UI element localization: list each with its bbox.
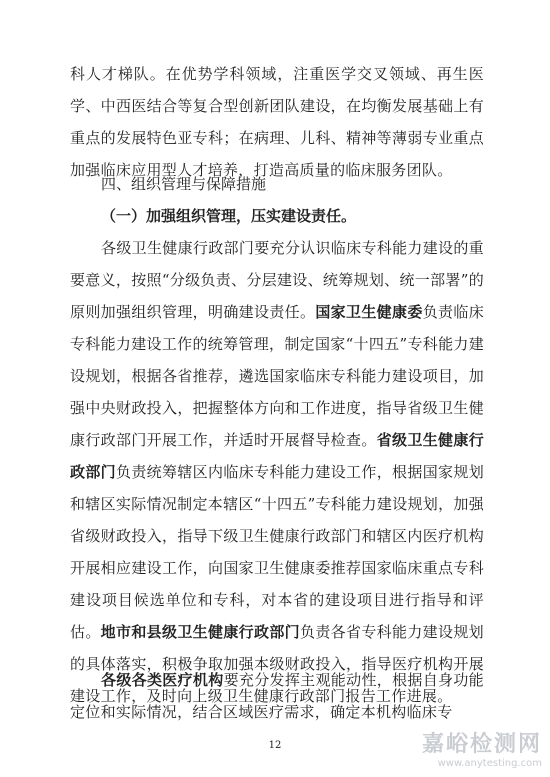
bold-term-medical-institutions: 各级各类医疗机构	[101, 671, 224, 689]
text-run: 各级卫生健康行政部门要充分认识临床专科能力建设的重要意义，按照“分级负责、分层建设、统筹规划、统一部署”的原则加强组织管理，明确建设责任。	[70, 239, 484, 321]
watermark-url: www.anytesting.com	[437, 758, 542, 769]
page-number: 12	[268, 740, 282, 751]
paragraph-medical-institutions	[70, 664, 484, 728]
watermark-logo-text: 嘉峪检测网	[421, 732, 542, 757]
text-run: 负责临床专科能力建设工作的统筹管理，制定国家“十四五”专科能力建设规划，根据各省推荐，遴选国家临床专科能力建设项目，加强中央财政投入，把握整体方向和工作进度，指导省级卫生健康行政部门开展工作，并适时开展督导检查。	[70, 303, 484, 449]
paragraph-talent-team: 科人才梯队。在优势学科领域，注重医学交叉领域、再生医学、中西医结合等复合型创新团队建设，在均衡发展基础上有重点的发展特色亚专科；在病理、儿科、精神等薄弱专业重点加强临床应用型人才培养，打造高质量的临床服务团队。	[70, 65, 484, 179]
text-run: 要充分发挥主观能动性，根据自身功能定位和实际情况，结合区域医疗需求，确定本机构临床专	[70, 671, 484, 721]
bold-term-national-health-commission: 国家卫生健康委	[315, 303, 423, 321]
watermark	[422, 727, 542, 769]
bold-term-city-county-health-department: 地市和县级卫生健康行政部门	[100, 623, 301, 641]
paragraph-organization-management	[70, 232, 484, 712]
section-heading: 四、组织管理与保障措施	[101, 175, 267, 193]
bold-term-provincial-health-department: 省级卫生健康行政部门	[70, 431, 484, 481]
subsection-heading: （一）加强组织管理，压实建设责任。	[101, 207, 357, 225]
text-run: 负责统筹辖区内临床专科能力建设工作，根据国家规划和辖区实际情况制定本辖区“十四五”专科能力建设规划，加强省级财政投入，指导下级卫生健康行政部门和辖区内医疗机构开展相应建设工作，向国家卫生健康委推荐国家临床重点专科建设项目候选单位和专科，对本省的建设项目进行指导和评估。	[70, 463, 485, 641]
text-run: 负责各省专科能力建设规划的具体落实，积极争取加强本级财政投入，指导医疗机构开展建设工作，及时向上级卫生健康行政部门报告工作进展。	[70, 623, 484, 705]
